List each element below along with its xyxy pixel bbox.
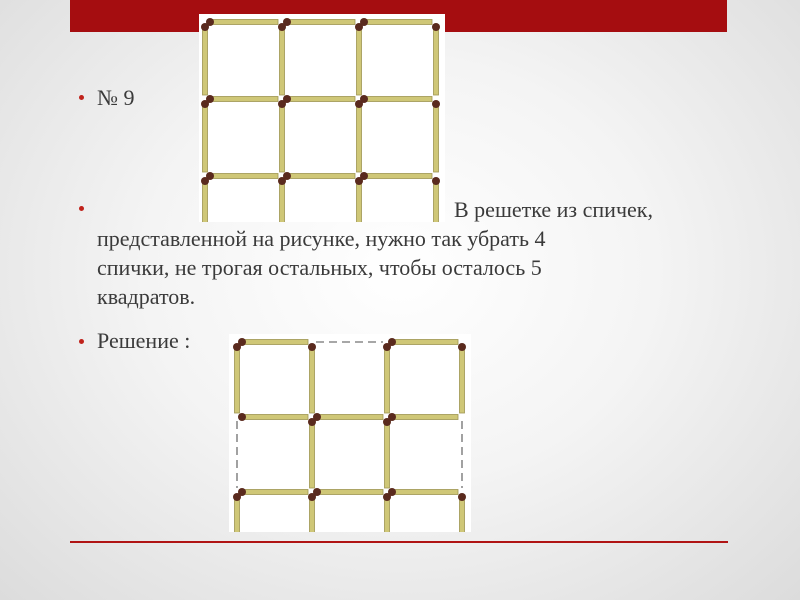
match-head xyxy=(278,23,286,31)
match-stick xyxy=(383,418,391,488)
match-stick xyxy=(432,100,440,172)
match-stick xyxy=(206,18,278,26)
problem-statement-line: квадратов. xyxy=(97,284,196,309)
match-stick xyxy=(238,488,308,496)
bottom-divider xyxy=(70,541,728,543)
grid-background xyxy=(199,14,445,222)
problem-statement-line: В решетке из спичек, xyxy=(454,197,653,222)
match-head xyxy=(458,343,466,351)
match-head xyxy=(308,493,316,501)
match-head xyxy=(233,343,241,351)
match-head xyxy=(233,493,241,501)
match-head xyxy=(308,418,316,426)
match-stick xyxy=(206,172,278,180)
match-head xyxy=(355,23,363,31)
match-stick xyxy=(233,343,241,413)
match-stick xyxy=(388,338,458,346)
matchstick-grid-image xyxy=(199,14,445,222)
match-stick xyxy=(201,23,209,95)
match-head xyxy=(278,177,286,185)
match-head xyxy=(432,100,440,108)
match-head xyxy=(308,343,316,351)
match-stick xyxy=(383,343,391,413)
match-stick xyxy=(355,100,363,172)
match-stick xyxy=(278,23,286,95)
problem-statement-line: спички, не трогая остальных, чтобы осталось 5 xyxy=(97,255,542,280)
match-head xyxy=(355,100,363,108)
match-head xyxy=(238,413,246,421)
match-stick xyxy=(313,488,383,496)
match-stick xyxy=(388,488,458,496)
match-stick xyxy=(360,172,432,180)
match-stick xyxy=(201,100,209,172)
match-head xyxy=(458,493,466,501)
match-head xyxy=(432,23,440,31)
problem-number: № 9 xyxy=(97,85,135,110)
match-stick xyxy=(383,493,391,532)
match-stick xyxy=(283,172,355,180)
match-stick xyxy=(201,177,209,222)
match-head xyxy=(201,177,209,185)
solution-grid-image xyxy=(229,334,471,532)
solution-label: Решение : xyxy=(97,328,191,353)
match-stick xyxy=(278,100,286,172)
match-head xyxy=(432,177,440,185)
match-stick xyxy=(360,95,432,103)
match-stick xyxy=(278,177,286,222)
match-head xyxy=(383,418,391,426)
match-head xyxy=(383,493,391,501)
match-stick xyxy=(355,177,363,222)
bullet-dot xyxy=(79,339,84,344)
grid-background xyxy=(229,334,471,532)
match-head xyxy=(278,100,286,108)
match-stick xyxy=(360,18,432,26)
match-head xyxy=(201,23,209,31)
match-stick xyxy=(308,418,316,488)
match-stick xyxy=(432,177,440,222)
match-stick xyxy=(233,493,241,532)
problem-statement-line: представленной на рисунке, нужно так убрать 4 xyxy=(97,226,546,251)
match-stick xyxy=(388,413,458,421)
bullet-dot xyxy=(79,95,84,100)
match-stick xyxy=(238,338,308,346)
match-stick xyxy=(308,343,316,413)
match-stick xyxy=(283,18,355,26)
match-stick xyxy=(355,23,363,95)
match-stick xyxy=(206,95,278,103)
match-head xyxy=(355,177,363,185)
match-head xyxy=(201,100,209,108)
match-stick xyxy=(313,413,383,421)
match-head xyxy=(383,343,391,351)
match-stick xyxy=(432,23,440,95)
match-stick xyxy=(458,343,466,413)
match-stick xyxy=(283,95,355,103)
match-stick xyxy=(238,413,308,421)
match-stick xyxy=(308,493,316,532)
bullet-dot xyxy=(79,206,84,211)
match-stick xyxy=(458,493,466,532)
